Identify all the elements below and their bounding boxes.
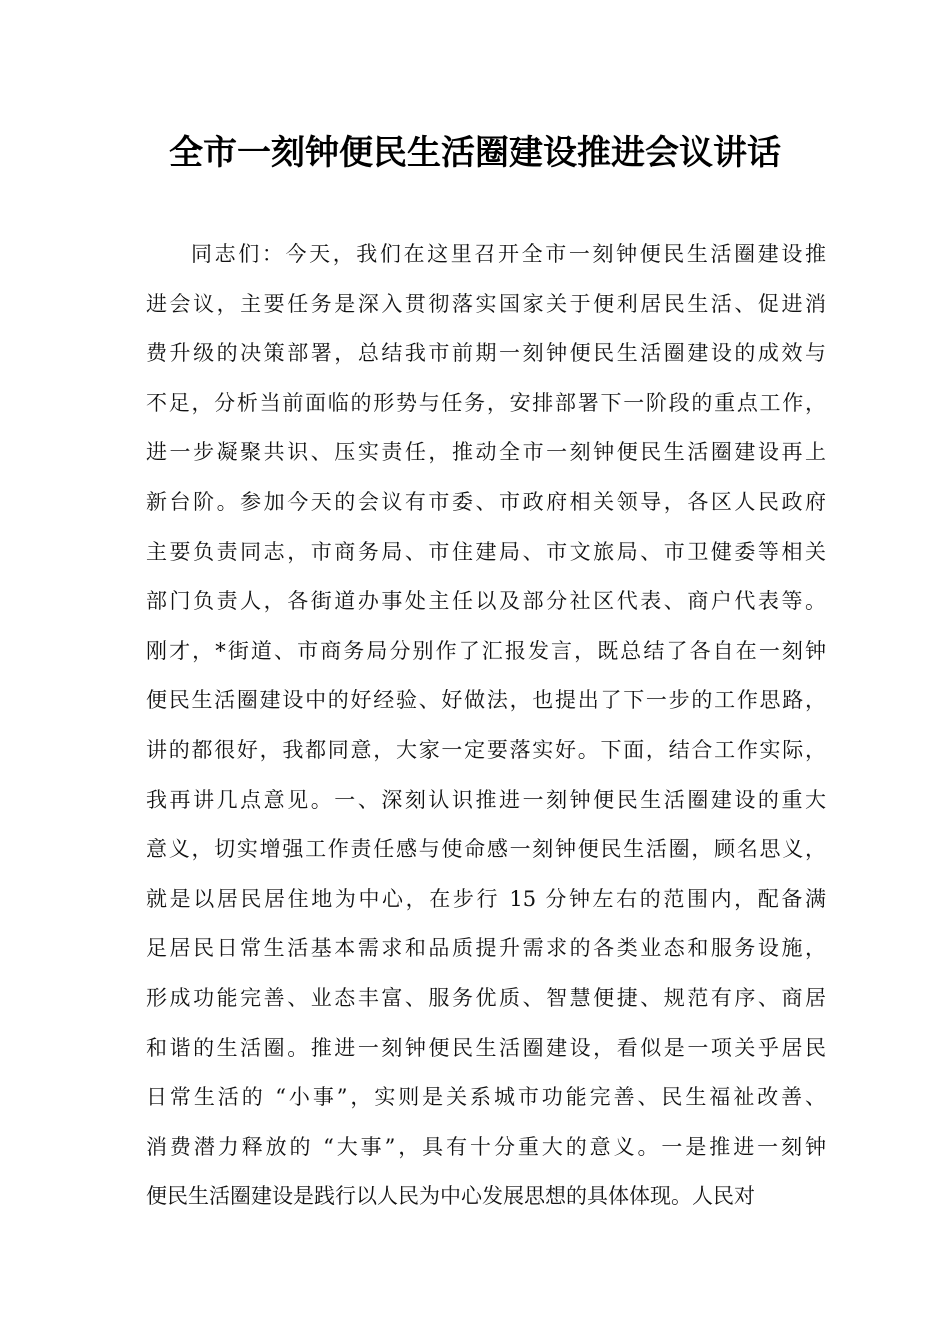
body-line: 主要负责同志，市商务局、市住建局、市文旅局、市卫健委等相关 — [146, 539, 826, 564]
body-line: 刚才，*街道、市商务局分别作了汇报发言，既总结了各自在一刻钟 — [146, 638, 826, 663]
body-line: 讲的都很好，我都同意，大家一定要落实好。下面，结合工作实际， — [146, 737, 826, 762]
body-line: 我再讲几点意见。一、深刻认识推进一刻钟便民生活圈建设的重大 — [146, 787, 826, 812]
body-line: 部门负责人，各街道办事处主任以及部分社区代表、商户代表等。 — [146, 589, 826, 614]
body-line: 形成功能完善、业态丰富、服务优质、智慧便捷、规范有序、商居 — [146, 985, 826, 1010]
body-line: 新台阶。参加今天的会议有市委、市政府相关领导，各区人民政府 — [146, 489, 826, 514]
body-line: 就是以居民居住地为中心，在步行 15 分钟左右的范围内，配备满 — [146, 886, 826, 911]
body-line: 不足，分析当前面临的形势与任务，安排部署下一阶段的重点工作， — [146, 390, 826, 415]
document-body — [146, 230, 826, 1222]
body-line: 日常生活的 “小事”，实则是关系城市功能完善、民生福祉改善、 — [146, 1085, 826, 1110]
body-line: 消费潜力释放的 “大事”，具有十分重大的意义。一是推进一刻钟 — [146, 1134, 826, 1159]
body-line: 意义，切实增强工作责任感与使命感一刻钟便民生活圈，顾名思义， — [146, 837, 826, 862]
body-line: 费升级的决策部署，总结我市前期一刻钟便民生活圈建设的成效与 — [146, 341, 826, 366]
body-line: 便民生活圈建设中的好经验、好做法，也提出了下一步的工作思路， — [146, 688, 826, 713]
body-line: 进一步凝聚共识、压实责任，推动全市一刻钟便民生活圈建设再上 — [146, 440, 826, 465]
body-line: 和谐的生活圈。推进一刻钟便民生活圈建设，看似是一项关乎居民 — [146, 1035, 826, 1060]
body-line: 足居民日常生活基本需求和品质提升需求的各类业态和服务设施， — [146, 936, 826, 961]
body-line: 同志们：今天，我们在这里召开全市一刻钟便民生活圈建设推 — [191, 242, 826, 266]
document-title: 全市一刻钟便民生活圈建设推进会议讲话 — [169, 133, 781, 173]
body-line: 便民生活圈建设是践行以人民为中心发展思想的具体体现。人民对 — [146, 1184, 755, 1209]
body-line: 进会议，主要任务是深入贯彻落实国家关于便利居民生活、促进消 — [146, 291, 826, 316]
